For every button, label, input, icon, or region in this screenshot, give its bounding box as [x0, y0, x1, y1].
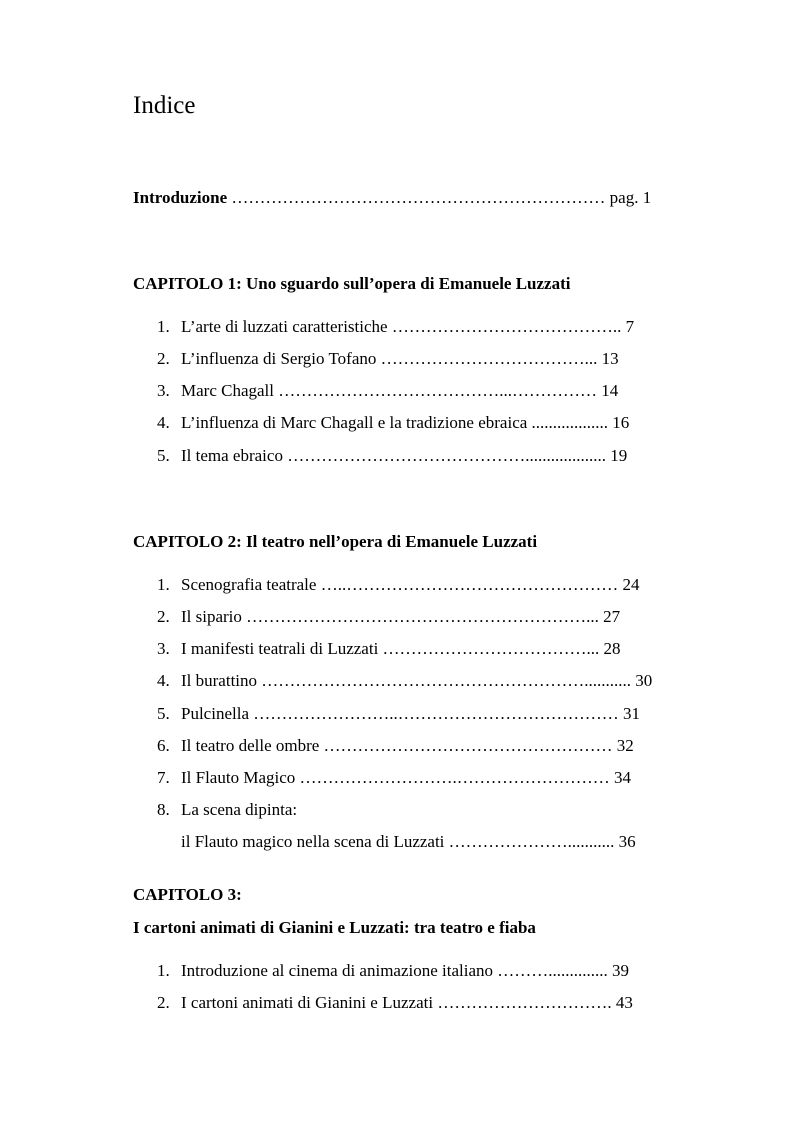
item-number: 3.: [157, 639, 170, 658]
item-text: Il tema ebraico ……………………………………................... 19: [181, 446, 628, 465]
toc-item: [157, 317, 634, 337]
item-text: Il burattino …………………………………………………........... 30: [181, 671, 653, 690]
chapter-1-heading: CAPITOLO 1: Uno sguardo sull’opera di Emanuele Luzzati: [133, 274, 571, 293]
toc-item: [157, 575, 639, 595]
item-number: 2.: [157, 993, 170, 1012]
chapter-3-heading: CAPITOLO 3:: [133, 885, 242, 904]
introduction-label: Introduzione: [133, 188, 228, 207]
introduction-leader: ………………………………………………………… pag. 1: [227, 188, 652, 207]
item-text: I manifesti teatrali di Luzzati ………………………………... 28: [181, 639, 621, 658]
toc-item: [157, 671, 652, 691]
item-number: 4.: [157, 671, 170, 690]
item-text: L’influenza di Marc Chagall e la tradizione ebraica .................. 16: [181, 413, 630, 432]
item-number: 8.: [157, 800, 170, 819]
item-number: 1.: [157, 961, 170, 980]
item-number: 5.: [157, 704, 170, 723]
item-number: 1.: [157, 575, 170, 594]
chapter-2-heading: CAPITOLO 2: Il teatro nell’opera di Emanuele Luzzati: [133, 532, 538, 551]
toc-item: [157, 349, 619, 369]
toc-item: [157, 704, 640, 724]
item-text: I cartoni animati di Gianini e Luzzati …………………………. 43: [181, 993, 633, 1012]
item-number: 6.: [157, 736, 170, 755]
item-number: 5.: [157, 446, 170, 465]
page-title: Indice: [133, 92, 196, 119]
toc-item: [157, 639, 621, 659]
toc-item: [157, 381, 618, 401]
toc-item: [157, 413, 629, 433]
item-number: 4.: [157, 413, 170, 432]
item-text: Marc Chagall …………………………………...…………… 14: [181, 381, 619, 400]
item-text: Pulcinella ……………………..………………………………… 31: [181, 704, 640, 723]
item-number: 7.: [157, 768, 170, 787]
item-text: Scenografia teatrale …..………………………………………… 24: [181, 575, 640, 594]
item-text: Il teatro delle ombre …………………………………………… 32: [181, 736, 634, 755]
toc-item: [157, 768, 631, 788]
toc-item: [157, 961, 629, 981]
chapter-3-subtitle: I cartoni animati di Gianini e Luzzati: tra teatro e fiaba: [133, 918, 536, 937]
toc-item: [157, 736, 634, 756]
item-text: La scena dipinta:: [181, 800, 298, 819]
toc-item: [157, 446, 627, 466]
toc-item: [157, 993, 633, 1013]
item-text: Introduzione al cinema di animazione italiano ……….............. 39: [181, 961, 630, 980]
item-text: Il Flauto Magico ……………………….……………………… 34: [181, 768, 632, 787]
toc-item: [157, 607, 620, 627]
item-number: 2.: [157, 349, 170, 368]
toc-item: [157, 800, 297, 820]
item-number: 2.: [157, 607, 170, 626]
item-number: 1.: [157, 317, 170, 336]
item-text: Il sipario ……………………………………………………... 27: [181, 607, 621, 626]
item-number: 3.: [157, 381, 170, 400]
toc-introduction: [133, 188, 651, 208]
toc-item-continuation: il Flauto magico nella scena di Luzzati …………………........... 36: [181, 832, 636, 851]
item-text: L’influenza di Sergio Tofano ………………………………... 13: [181, 349, 619, 368]
item-text: L’arte di luzzati caratteristiche ………………………………….. 7: [181, 317, 635, 336]
